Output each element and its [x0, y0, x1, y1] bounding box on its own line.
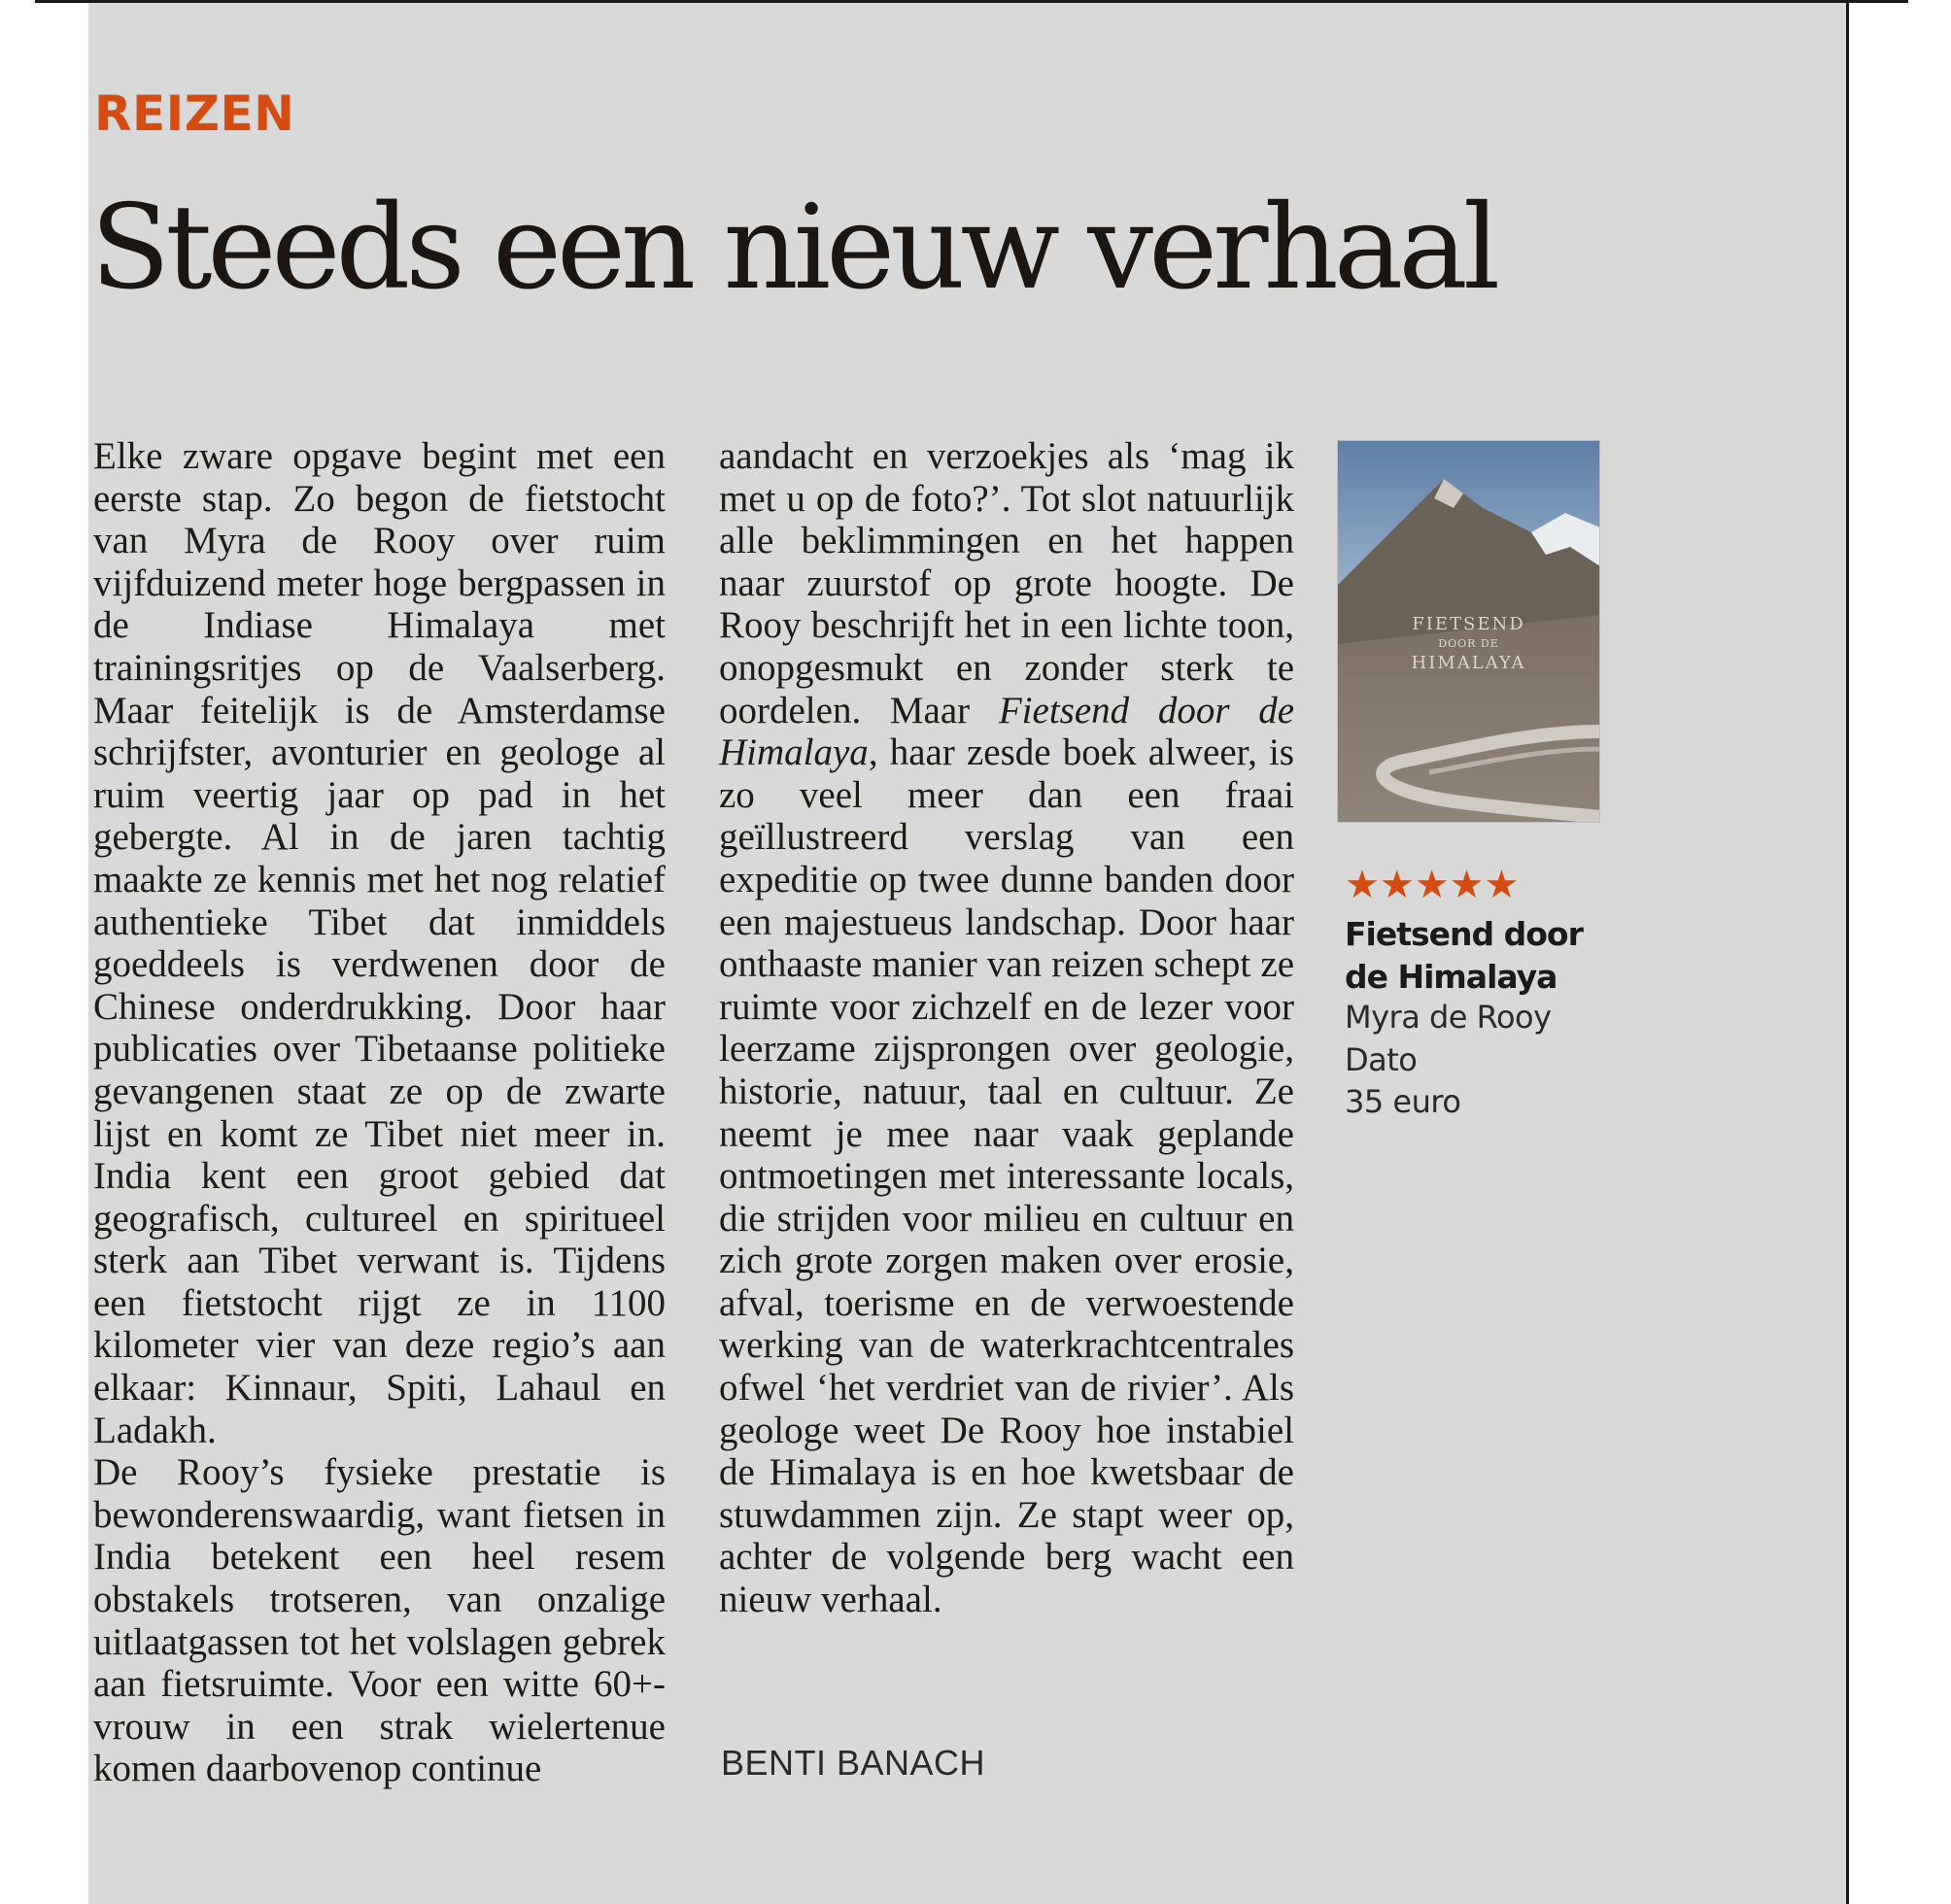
text-run: , haar zesde boek alweer, is zo veel meer dan een fraai geïllustreerd verslag van een expeditie op twee dunne banden door een majestueus landschap. Door haar onthaaste manier van reizen schept ze ruimte voor zichzelf en de lezer voor leerzame zijsprongen over geologie, historie, natuur, taal en cultuur. Ze neemt je mee naar vaak geplande ontmoetingen met interessante locals, die strijden voor milieu en cultuur en zich grote zorgen maken over erosie, afval, toerisme en de verwoestende werking van de waterkrachtcentrales ofwel ‘het verdriet van de rivier’. Als geologe weet De Rooy hoe instabiel de Himalaya is en hoe kwetsbaar de stuwdammen zijn. Ze stapt weer op, achter de volgende berg wacht een nieuw verhaal.	[719, 731, 1294, 1621]
article-column-2	[719, 435, 1294, 1621]
text-run: aandacht en verzoekjes als ‘mag ik met u op de foto?’. Tot slot natuurlijk alle beklimmingen en het happen naar zuurstof op grote hoogte. De Rooy beschrijft het in een lichte toon, onopgesmukt en zonder sterk te oordelen. Maar	[719, 435, 1294, 731]
book-title-line: de Himalaya	[1345, 958, 1557, 996]
article-column-1	[93, 435, 666, 1790]
headline: Steeds een nieuw verhaal	[90, 181, 1496, 316]
cover-title-line: DOOR DE	[1438, 637, 1499, 650]
book-details	[1345, 997, 1597, 1124]
book-publisher: Dato	[1345, 1040, 1418, 1078]
paragraph: De Rooy’s fysieke prestatie is bewonderenswaardig, want fietsen in India betekent een heel resem obstakels trotseren, van onzalige uitlaatgassen tot het volslagen gebrek aan fietsruimte. Voor een witte 60+-vrouw in een strak wielertenue komen daarbovenop continue	[93, 1451, 666, 1790]
paragraph: Elke zware opgave begint met een eerste stap. Zo begon de fietstocht van Myra de Rooy over ruim vijfduizend meter hoge bergpassen in de Indiase Himalaya met trainingsritjes op de Vaalserberg. Maar feitelijk is de Amsterdamse schrijfster, avonturier en geologe al ruim veertig jaar op pad in het gebergte. Al in de jaren tachtig maakte ze kennis met het nog relatief authentieke Tibet dat inmiddels goeddeels is verdwenen door de Chinese onderdrukking. Door haar publicaties over Tibetaanse politieke gevangenen staat ze op de zwarte lijst en komt ze Tibet niet meer in. India kent een groot gebied dat geografisch, cultureel en spiritueel sterk aan Tibet verwant is. Tijdens een fietstocht rijgt ze in 1100 kilometer vier van deze regio’s aan elkaar: Kinnaur, Spiti, Lahaul en Ladakh.	[93, 435, 666, 1451]
cover-title	[1337, 615, 1600, 673]
section-label: REIZEN	[94, 85, 295, 142]
rating-stars: ★★★★★	[1345, 863, 1520, 907]
byline: BENTI BANACH	[721, 1743, 986, 1783]
book-price: 35 euro	[1345, 1083, 1461, 1120]
cover-title-line: HIMALAYA	[1411, 653, 1526, 673]
cover-title-line: FIETSEND	[1412, 614, 1525, 634]
book-title-italic: Fietsend door de Himalaya	[719, 689, 1295, 774]
book-author: Myra de Rooy	[1345, 999, 1552, 1036]
book-title	[1345, 913, 1597, 999]
book-cover-image	[1337, 440, 1600, 823]
book-title-line: Fietsend door	[1345, 915, 1583, 953]
right-border-rule	[1846, 0, 1849, 1904]
paragraph	[719, 435, 1294, 1621]
